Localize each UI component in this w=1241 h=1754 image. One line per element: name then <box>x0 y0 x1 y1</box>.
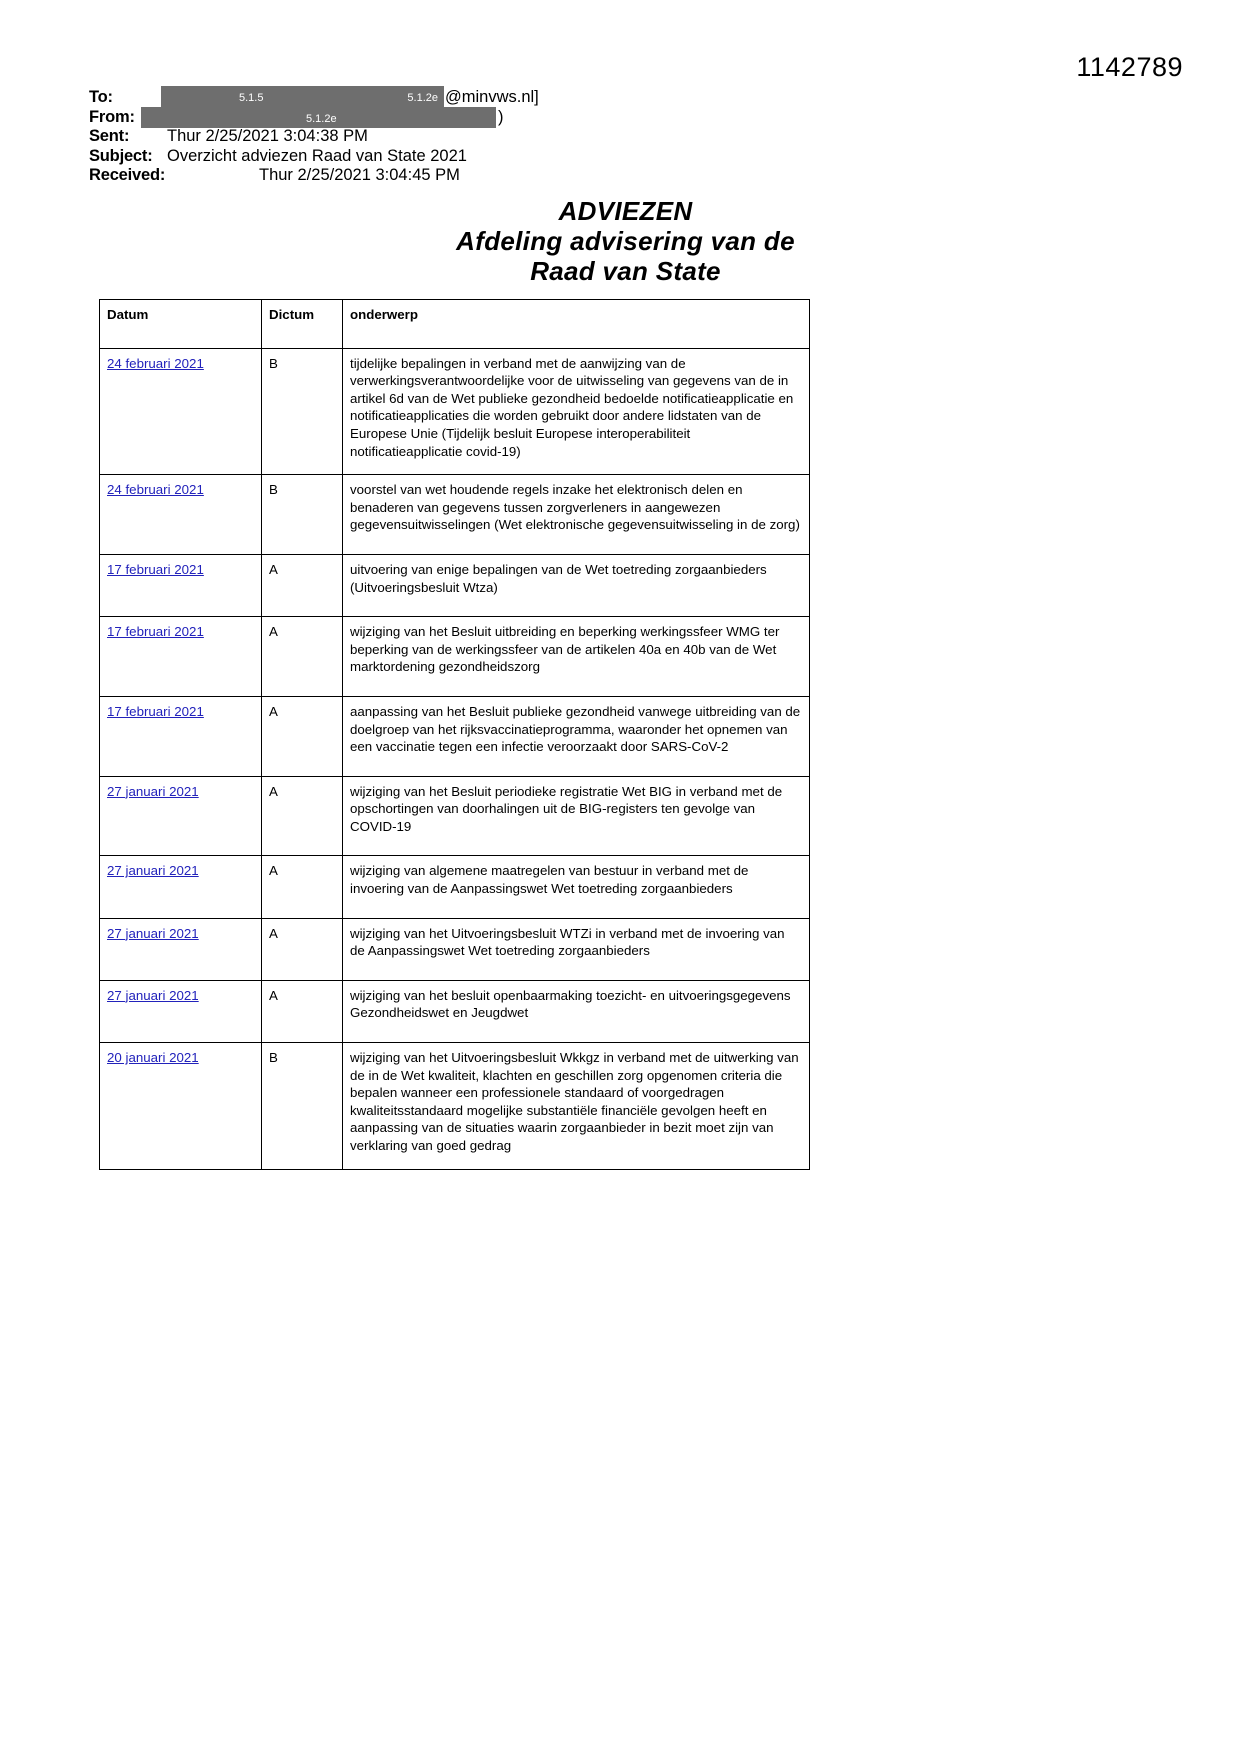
document-title <box>0 196 1241 286</box>
table-row <box>100 617 810 697</box>
received-label: Received: <box>89 166 166 184</box>
adviezen-table <box>99 299 810 1170</box>
table-row <box>100 918 810 980</box>
email-header-received-row <box>89 166 849 186</box>
table-body <box>100 348 810 1169</box>
to-redaction-code-right: 5.1.2e <box>407 92 438 104</box>
cell-dictum: B <box>262 348 343 475</box>
cell-onderwerp: aanpassing van het Besluit publieke gezondheid vanwege uitbreiding van de doelgroep van het rijksvaccinatieprogramma, waaronder het opnemen van een vaccinatie tegen een infectie veroorzaakt door SARS-CoV-2 <box>343 696 810 776</box>
sent-label: Sent: <box>89 127 130 145</box>
date-link[interactable]: 27 januari 2021 <box>107 987 199 1003</box>
cell-onderwerp: voorstel van wet houdende regels inzake het elektronisch delen en benaderen van gegevens tussen zorgverleners in aangewezen gegevensuitwisselingen (Wet elektronische gegevensuitwisseling in de zorg) <box>343 475 810 555</box>
date-link[interactable]: 24 februari 2021 <box>107 355 204 371</box>
cell-onderwerp: uitvoering van enige bepalingen van de Wet toetreding zorgaanbieders (Uitvoeringsbesluit Wtza) <box>343 554 810 616</box>
table-header-row <box>100 300 810 349</box>
email-header-subject-row <box>89 147 849 167</box>
table-row <box>100 348 810 475</box>
email-header-from-row <box>89 108 849 128</box>
to-redaction-block <box>161 86 444 107</box>
date-link[interactable]: 17 februari 2021 <box>107 703 204 719</box>
cell-datum <box>100 856 262 918</box>
cell-dictum: B <box>262 1043 343 1170</box>
subject-label: Subject: <box>89 146 153 165</box>
cell-datum <box>100 475 262 555</box>
date-link[interactable]: 27 januari 2021 <box>107 863 199 879</box>
table-row <box>100 475 810 555</box>
date-link[interactable]: 27 januari 2021 <box>107 783 199 799</box>
cell-onderwerp: wijziging van het Besluit uitbreiding en beperking werkingssfeer WMG ter beperking van de werkingssfeer van de artikelen 40a en 40b van de Wet marktordening gezondheidszorg <box>343 617 810 697</box>
cell-dictum: B <box>262 475 343 555</box>
to-label: To: <box>89 88 113 106</box>
cell-datum <box>100 980 262 1042</box>
cell-dictum: A <box>262 980 343 1042</box>
from-visible-tail: ) <box>498 107 504 126</box>
cell-onderwerp: tijdelijke bepalingen in verband met de aanwijzing van de verwerkingsverantwoordelijke voor de uitwisseling van gegevens van de in artikel 6d van de Wet publieke gezondheid bedoelde notificatieapplicatie en notificatieapplicaties die worden gebruikt door andere lidstaten van de Europese Unie (Tijdelijk besluit Europese interoperabiliteit notificatieapplicatie covid-19) <box>343 348 810 475</box>
received-value: Thur 2/25/2021 3:04:45 PM <box>259 166 460 184</box>
cell-onderwerp: wijziging van het Besluit periodieke registratie Wet BIG in verband met de opschortingen van doorhalingen uit de BIG-registers ten gevolge van COVID-19 <box>343 776 810 856</box>
from-redaction-code: 5.1.2e <box>306 112 337 125</box>
cell-datum <box>100 776 262 856</box>
table-row <box>100 856 810 918</box>
cell-onderwerp: wijziging van het besluit openbaarmaking toezicht- en uitvoeringsgegevens Gezondheidswet en Jeugdwet <box>343 980 810 1042</box>
date-link[interactable]: 27 januari 2021 <box>107 925 199 941</box>
title-line-2: Afdeling advisering van de <box>456 226 795 256</box>
table-row <box>100 980 810 1042</box>
table-row <box>100 696 810 776</box>
to-redaction-code-left: 5.1.5 <box>239 92 264 104</box>
date-link[interactable]: 24 februari 2021 <box>107 482 204 498</box>
email-header-sent-row <box>89 127 849 147</box>
subject-value: Overzicht adviezen Raad van State 2021 <box>167 146 467 165</box>
cell-dictum: A <box>262 918 343 980</box>
title-line-3: Raad van State <box>530 256 721 286</box>
cell-onderwerp: wijziging van het Uitvoeringsbesluit Wkkgz in verband met de uitwerking van de in de Wet kwaliteit, klachten en geschillen zorg opgenomen criteria die bepalen wanneer een professionele standaard of voorgedragen kwaliteitsstandaard mogelijke substantiële financiële gevolgen heeft en aanpassing van de situaties waarin zorgaanbieder in bezit moet zijn van verklaring van goed gedrag <box>343 1043 810 1170</box>
table-row <box>100 1043 810 1170</box>
cell-dictum: A <box>262 776 343 856</box>
cell-datum <box>100 1043 262 1170</box>
cell-datum <box>100 918 262 980</box>
cell-datum <box>100 348 262 475</box>
cell-dictum: A <box>262 856 343 918</box>
column-header-onderwerp: onderwerp <box>343 300 810 349</box>
title-line-1: ADVIEZEN <box>558 196 693 226</box>
cell-dictum: A <box>262 696 343 776</box>
cell-datum <box>100 554 262 616</box>
from-label: From: <box>89 107 135 126</box>
cell-onderwerp: wijziging van het Uitvoeringsbesluit WTZi in verband met de invoering van de Aanpassingswet Wet toetreding zorgaanbieders <box>343 918 810 980</box>
date-link[interactable]: 17 februari 2021 <box>107 624 204 640</box>
cell-dictum: A <box>262 617 343 697</box>
document-number: 1142789 <box>1076 52 1183 82</box>
email-header <box>89 88 849 186</box>
column-header-dictum: Dictum <box>262 300 343 349</box>
to-visible-tail: @minvws.nl] <box>445 88 539 106</box>
table-row <box>100 776 810 856</box>
sent-value: Thur 2/25/2021 3:04:38 PM <box>167 127 368 145</box>
date-link[interactable]: 17 februari 2021 <box>107 561 204 577</box>
cell-onderwerp: wijziging van algemene maatregelen van bestuur in verband met de invoering van de Aanpassingswet Wet toetreding zorgaanbieders <box>343 856 810 918</box>
table-row <box>100 554 810 616</box>
column-header-datum: Datum <box>100 300 262 349</box>
from-redaction-block <box>141 107 496 128</box>
cell-dictum: A <box>262 554 343 616</box>
cell-datum <box>100 617 262 697</box>
cell-datum <box>100 696 262 776</box>
email-header-to-row <box>89 88 849 108</box>
date-link[interactable]: 20 januari 2021 <box>107 1050 199 1066</box>
